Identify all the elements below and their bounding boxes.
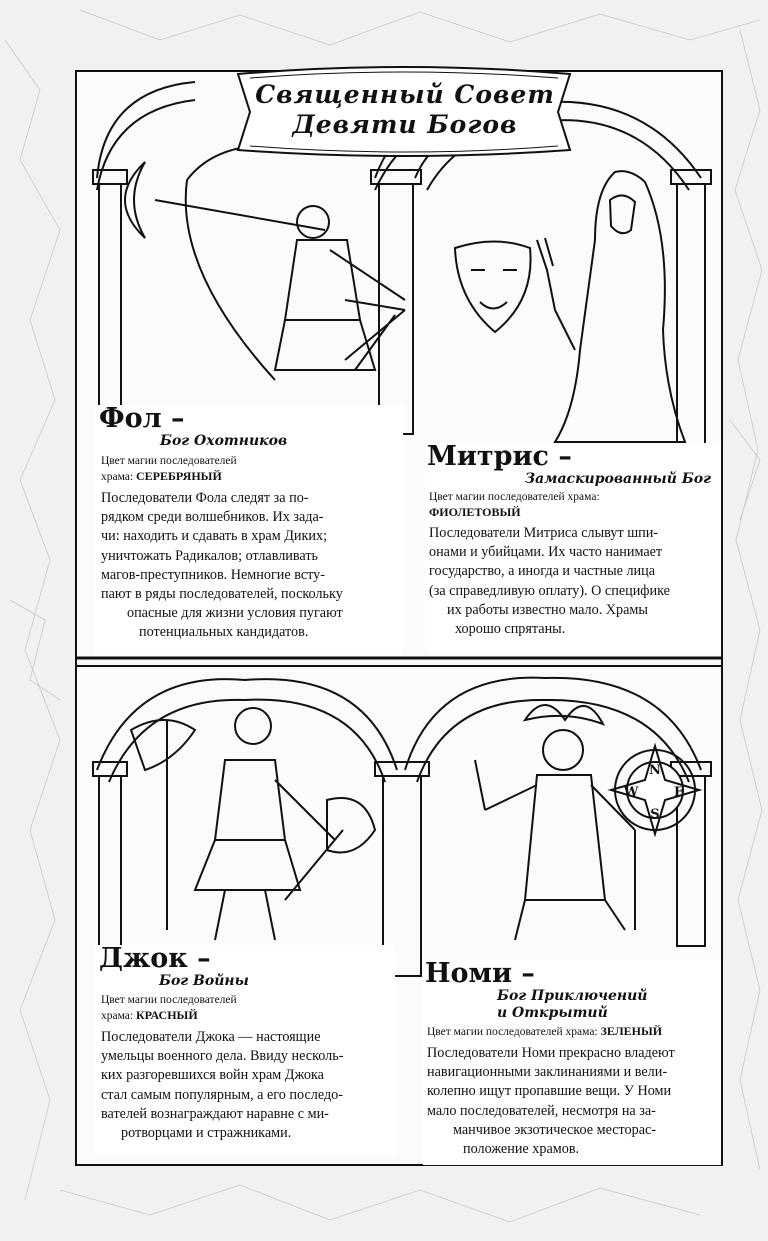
magic-color: ФИОЛЕТОВЫЙ [429, 505, 521, 519]
magic-label: Цвет магии последователей [101, 455, 237, 467]
god-name: Митрис – [427, 441, 572, 472]
magic-color: СЕРЕБРЯНЫЙ [135, 469, 222, 483]
god-subtitle-2: и Открытий [497, 1005, 608, 1021]
desc-line: Последователи Фола следят за по- [101, 490, 309, 506]
theater-mask [455, 242, 531, 333]
desc-line: государство, а иногда и частные лица [429, 563, 656, 580]
desc-line: навигационными заклинаниями и вели- [427, 1064, 668, 1081]
desc-line: вателей вознаграждают наравне с ми- [101, 1105, 329, 1122]
god-description [425, 524, 721, 639]
desc-line: ротворцами и стражниками. [121, 1125, 292, 1142]
god-description [95, 1028, 395, 1143]
desc-line: хорошо спрятаны. [455, 621, 566, 638]
magic-color: КРАСНЫЙ [135, 1008, 198, 1022]
god-card-nomi [423, 960, 721, 1165]
god-subtitle: Бог Войны [159, 973, 249, 989]
magic-label-2: храма: [101, 1010, 134, 1022]
god-description [423, 1044, 721, 1159]
hooded-figure [555, 171, 685, 442]
magic-label: Цвет магии последователей [101, 994, 237, 1006]
top-left-arch [97, 82, 195, 190]
god-card-fol [95, 405, 403, 655]
magic-label-2: храма: [101, 471, 134, 483]
god-card-jok [95, 945, 395, 1155]
desc-line: Последователи Номи прекрасно владеют [427, 1045, 675, 1061]
compass-letter-e: E [674, 785, 684, 800]
desc-line: манчивое экзотическое месторас- [453, 1121, 657, 1138]
desc-line: онами и убийцами. Их часто нанимает [429, 544, 663, 561]
magic-color-info [95, 993, 395, 1024]
desc-line: их работы известно мало. Храмы [447, 601, 648, 618]
god-subtitle: Замаскированный Бог [525, 471, 712, 487]
desc-line: положение храмов. [463, 1141, 580, 1158]
page-title [255, 70, 555, 156]
compass-letter-w: W [623, 785, 639, 800]
compass-letter-s: S [650, 807, 660, 822]
magic-color: ЗЕЛЕНЫЙ [600, 1024, 663, 1038]
desc-line: магов-преступников. Немногие всту- [101, 566, 325, 583]
god-description [95, 489, 403, 643]
desc-line: рядком среди волшебников. Их зада- [101, 509, 324, 526]
magic-color-info [423, 1024, 721, 1040]
god-name: Джок – [99, 943, 211, 974]
title-line-1: Священный Совет [255, 80, 555, 109]
desc-line: Последователи Джока — настоящие [101, 1029, 321, 1045]
raised-hand [537, 238, 575, 350]
desc-line: стал самым популярным, а его последо- [101, 1086, 343, 1103]
magic-label: Цвет магии последователей храма: [427, 1026, 598, 1038]
desc-line: умельцы военного дела. Ввиду несколь- [101, 1048, 344, 1065]
magic-color-info [425, 490, 721, 521]
god-name: Фол – [99, 403, 185, 434]
desc-line: (за справедливую оплату). О специфике [429, 582, 670, 599]
desc-line: потенциальных кандидатов. [139, 624, 309, 641]
title-line-2: Девяти Богов [292, 110, 518, 139]
desc-line: Последователи Митриса слывут шпи- [429, 525, 659, 541]
magic-label: Цвет магии последователей храма: [429, 491, 600, 503]
desc-line: опасные для жизни условия пугают [127, 605, 343, 622]
god-name: Номи – [425, 958, 535, 989]
compass-letter-n: N [649, 763, 661, 778]
archer-figure [155, 145, 405, 380]
jester-figure [475, 705, 635, 940]
bottom-left-arch [97, 679, 397, 782]
desc-line: ких разгоревшихся войн храм Джока [101, 1067, 324, 1084]
god-subtitle: Бог Приключений [497, 988, 648, 1004]
knight-figure [131, 708, 375, 940]
desc-line: уничтожать Радикалов; отлавливать [101, 547, 319, 564]
desc-line: мало последователей, несмотря на за- [427, 1102, 656, 1119]
god-subtitle: Бог Охотников [160, 433, 288, 449]
magic-color-info [95, 454, 403, 485]
god-card-mitris [425, 443, 721, 653]
desc-line: колепно ищут пропавшие вещи. У Номи [427, 1083, 672, 1100]
desc-line: пают в ряды последователей, поскольку [101, 586, 343, 603]
desc-line: чи: находить и сдавать в храм Диких; [101, 528, 328, 545]
